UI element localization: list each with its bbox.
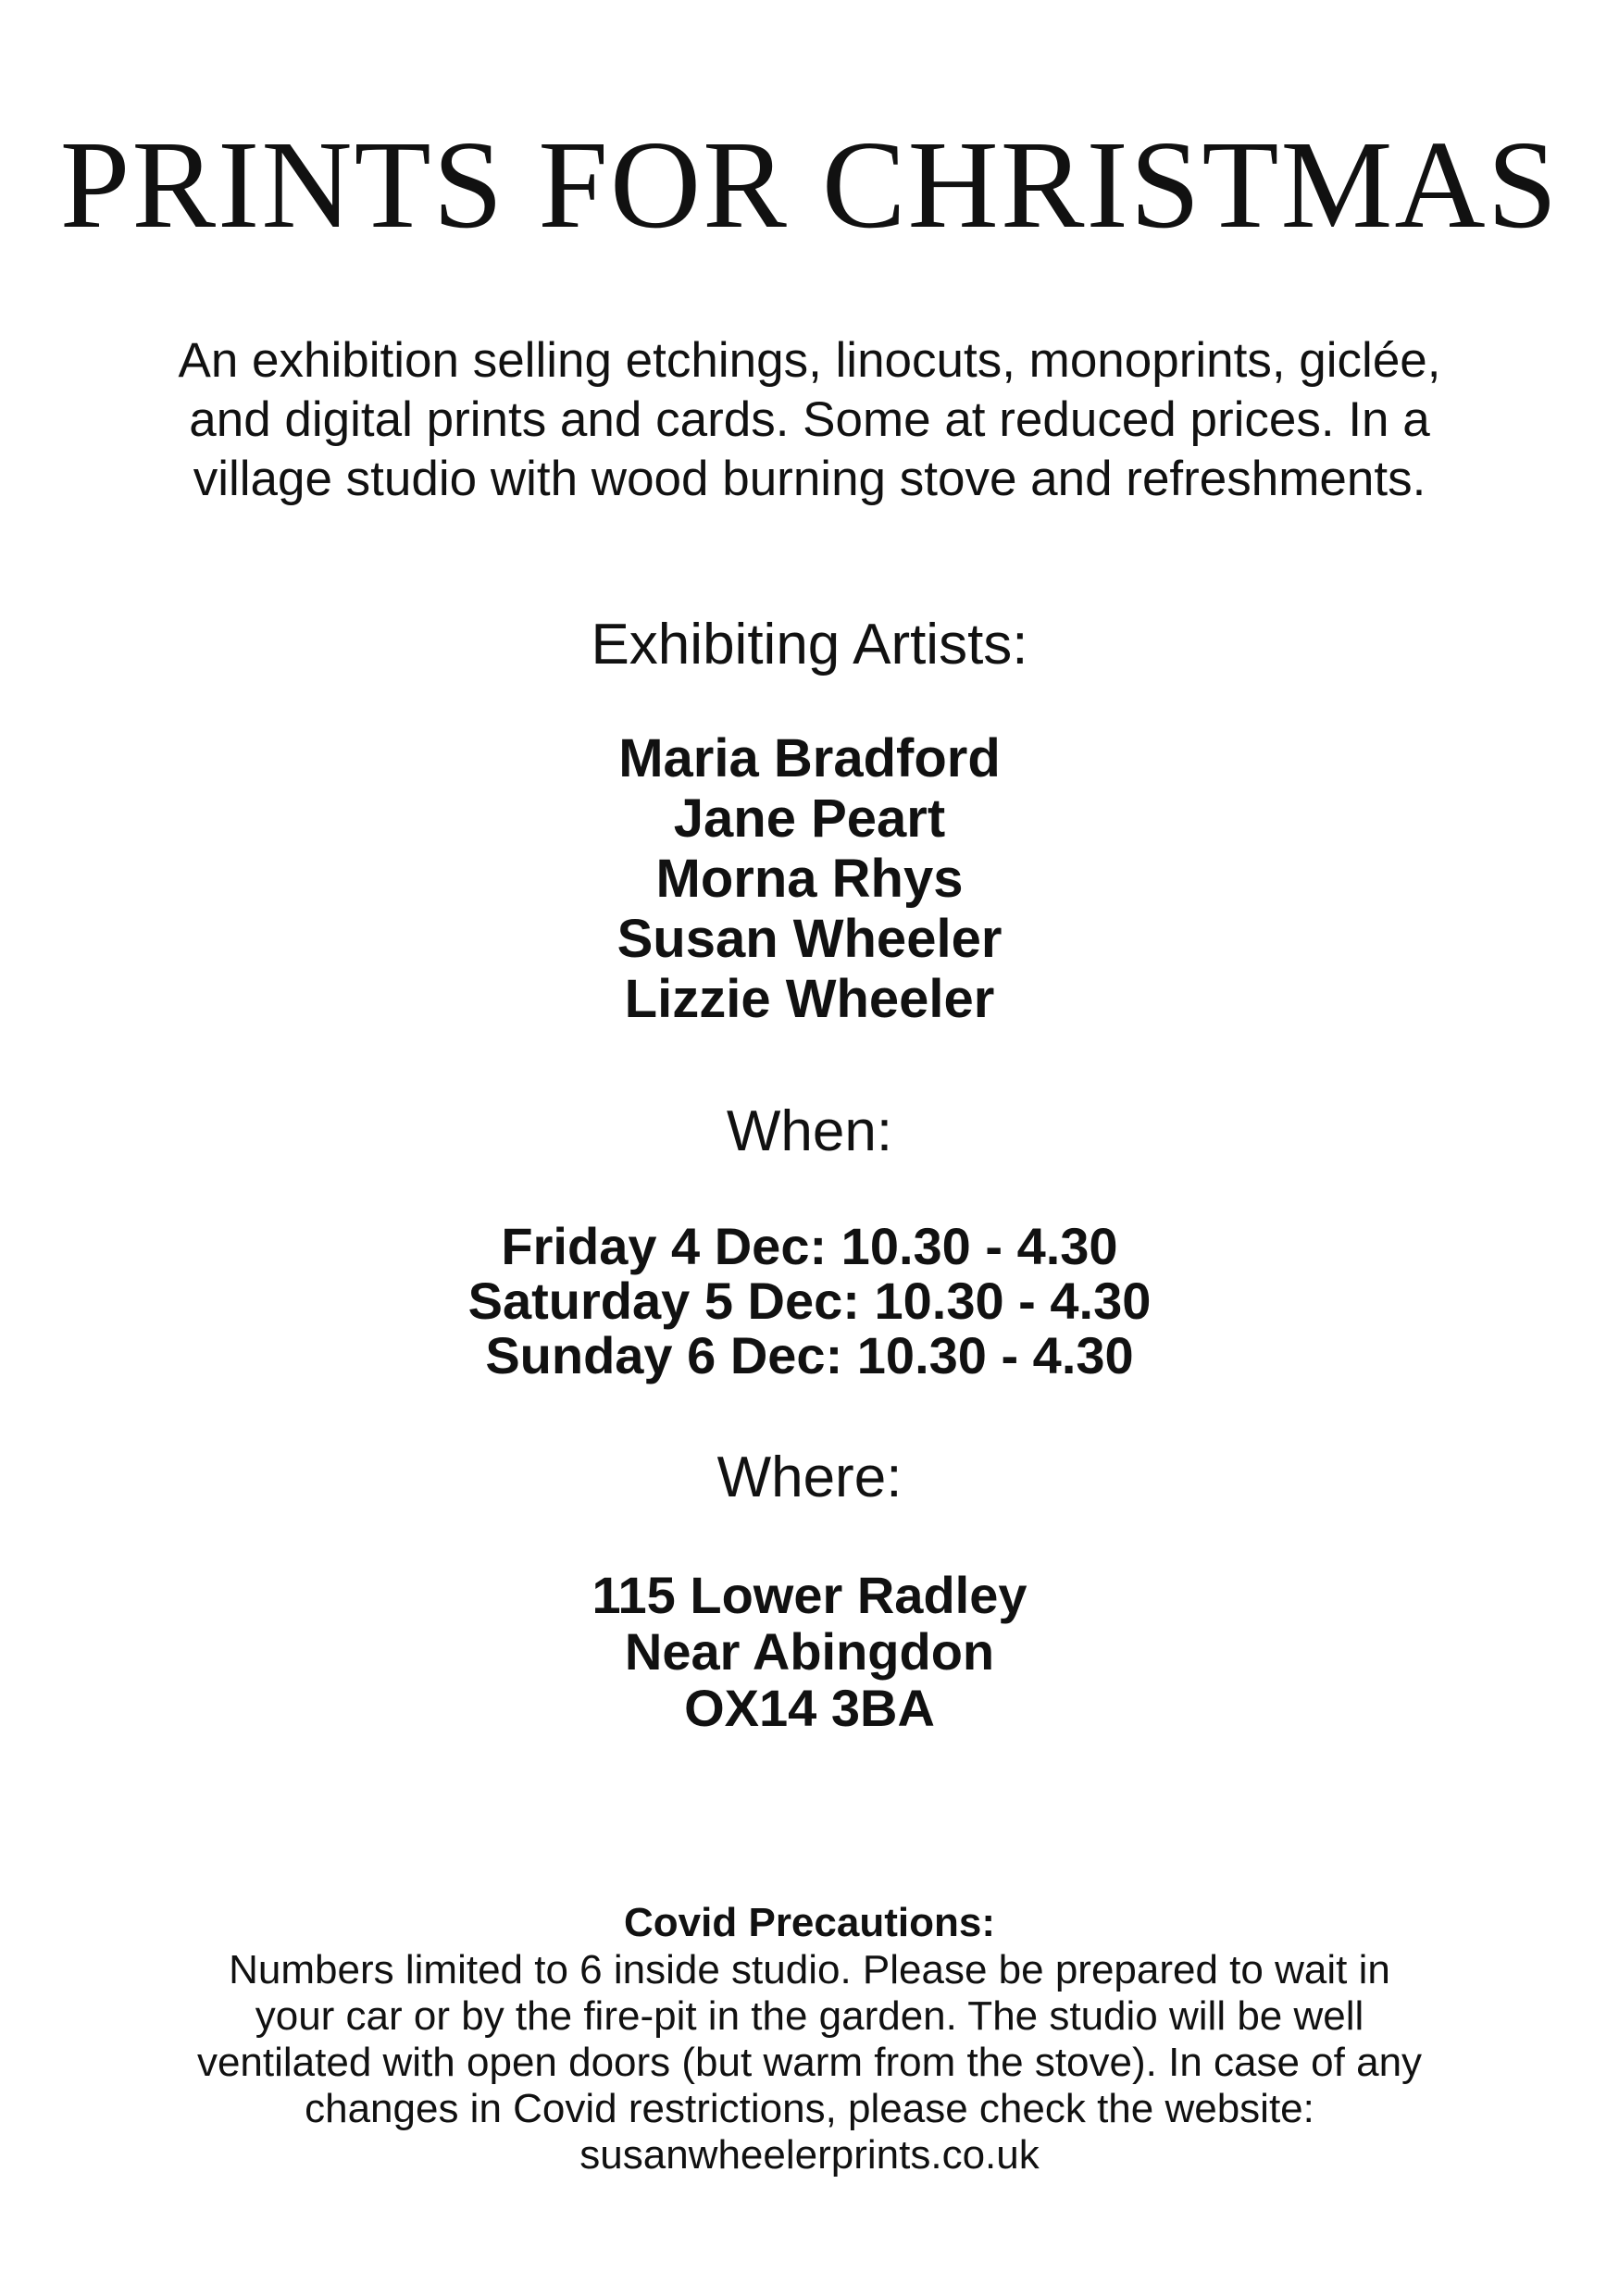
covid-line: changes in Covid restrictions, please check the website:: [305, 2086, 1314, 2131]
intro-line: village studio with wood burning stove and refreshments.: [193, 452, 1426, 506]
opening-date: Friday 4 Dec: 10.30 - 4.30: [501, 1217, 1118, 1275]
covid-line: ventilated with open doors (but warm from the stove). In case of any: [196, 2040, 1423, 2085]
artist-list: [0, 728, 1619, 1029]
opening-date: Saturday 5 Dec: 10.30 - 4.30: [467, 1272, 1152, 1330]
opening-date: Sunday 6 Dec: 10.30 - 4.30: [485, 1326, 1134, 1384]
artist-name: Morna Rhys: [655, 849, 964, 909]
artist-name: Maria Bradford: [618, 728, 1001, 788]
address-line: 115 Lower Radley: [592, 1566, 1027, 1624]
covid-line: Numbers limited to 6 inside studio. Please be prepared to wait in: [229, 1947, 1390, 1992]
opening-dates: [0, 1219, 1619, 1383]
intro-paragraph: [56, 331, 1563, 509]
venue-address: [0, 1567, 1619, 1736]
poster-title: PRINTS FOR CHRISTMAS: [59, 116, 1560, 254]
where-heading: Where:: [716, 1446, 903, 1509]
intro-line: and digital prints and cards. Some at reduced prices. In a: [189, 392, 1430, 447]
address-line: Near Abingdon: [624, 1622, 995, 1681]
covid-notice: [37, 1947, 1582, 2178]
covid-line: your car or by the fire-pit in the garden. The studio will be well: [255, 1993, 1364, 2039]
covid-heading: Covid Precautions:: [624, 1900, 995, 1945]
artists-heading: Exhibiting Artists:: [591, 613, 1028, 676]
address-line: OX14 3BA: [684, 1679, 935, 1737]
artist-name: Susan Wheeler: [616, 909, 1003, 969]
artist-name: Jane Peart: [673, 788, 946, 849]
intro-line: An exhibition selling etchings, linocuts, monoprints, giclée,: [178, 333, 1441, 388]
artist-name: Lizzie Wheeler: [624, 969, 995, 1029]
when-heading: When:: [726, 1099, 893, 1163]
website-url: susanwheelerprints.co.uk: [579, 2132, 1040, 2178]
